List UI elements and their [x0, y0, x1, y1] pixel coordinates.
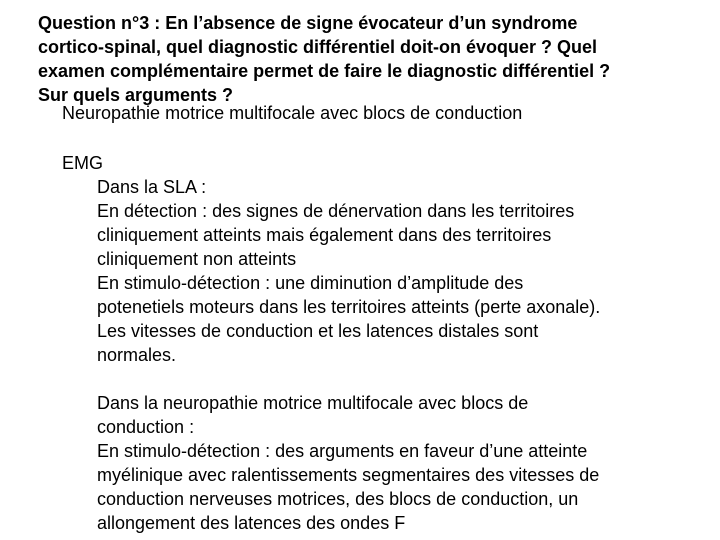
exam-name: EMG — [62, 153, 104, 173]
sla-line: cliniquement non atteints — [97, 249, 297, 269]
nmm-line: allongement des latences des ondes F — [97, 513, 406, 533]
nmm-line: conduction nerveuses motrices, des blocs de conduction, un — [97, 489, 579, 509]
sla-heading: Dans la SLA : — [97, 177, 207, 197]
sla-line: normales. — [97, 345, 177, 365]
differential-diagnosis: Neuropathie motrice multifocale avec blocs de conduction — [62, 103, 523, 123]
nmm-heading: conduction : — [97, 417, 195, 437]
sla-section — [97, 175, 600, 367]
question-line: examen complémentaire permet de faire le diagnostic différentiel ? — [38, 61, 611, 81]
nmm-heading: Dans la neuropathie motrice multifocale avec blocs de — [97, 393, 529, 413]
nmm-section — [97, 391, 599, 535]
nmm-line: myélinique avec ralentissements segmentaires des vitesses de — [97, 465, 600, 485]
question-line: Sur quels arguments ? — [38, 85, 234, 105]
sla-line: En détection : des signes de dénervation dans les territoires — [97, 201, 575, 221]
sla-line: Les vitesses de conduction et les latences distales sont — [97, 321, 539, 341]
question-block — [38, 11, 708, 107]
sla-line: potenetiels moteurs dans les territoires atteints (perte axonale). — [97, 297, 601, 317]
question-line: cortico-spinal, quel diagnostic différentiel doit-on évoquer ? Quel — [38, 37, 598, 57]
question-line: Question n°3 : En l’absence de signe évocateur d’un syndrome — [38, 13, 578, 33]
sla-line: cliniquement atteints mais également dans des territoires — [97, 225, 552, 245]
nmm-line: En stimulo-détection : des arguments en faveur d’une atteinte — [97, 441, 588, 461]
sla-line: En stimulo-détection : une diminution d’amplitude des — [97, 273, 524, 293]
